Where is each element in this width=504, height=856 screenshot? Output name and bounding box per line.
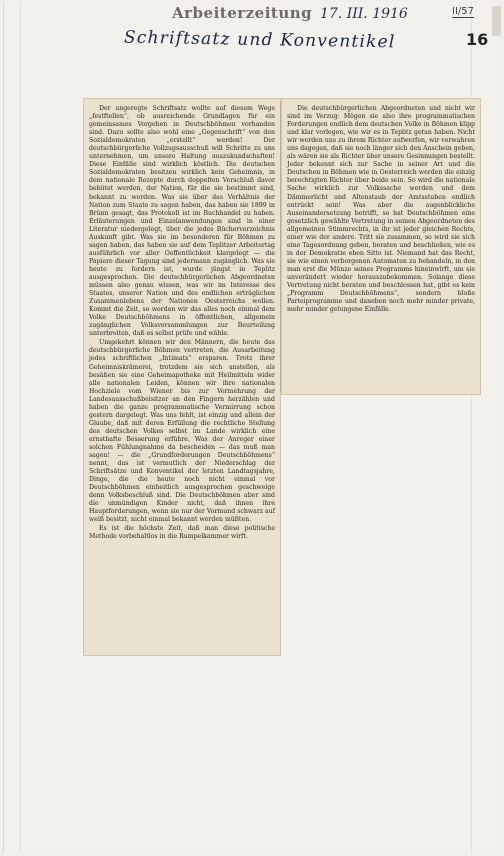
sheet-header (4, 2, 501, 62)
handwritten-title: Schriftsatz und Konventikel (123, 27, 396, 53)
newspaper-stamp: Arbeiterzeitung (172, 4, 313, 22)
archive-reference: II/57 (452, 6, 474, 17)
sheet-fold-line (20, 2, 21, 853)
handwritten-date: 17. III. 1916 (320, 6, 408, 22)
clipping-right-column (282, 99, 480, 394)
paragraph: Umgekehrt können wir den Männern, die heute das deutschbürgerliche Böhmen vertreten, die Ausarbeitung jedes schriftlichen „Intimats“ ersparen. Trotz ihrer Geheimniskrämerei, trotzdem sie sich anstellen, als besäßen sie eine Geheimapotheke mit Heilmitteln wider alle nationalen Leiden, können wir ihre nationalen Hochziele vom Wiener bis zur Vermehrung der Landesausschußbeisitzer an den Fingern herzählen und haben die ganze programmatische Vermirrung schon gestern dargelegt. Was uns fehlt, ist einzig und allein der Glaube, daß mit deren Erfüllung die rechtliche Stellung des deutschen Volkes selbst im Lande wirklich eine ernsthafte Besserung erführe. Was der Anreger einer solchen Fühlungnahme da bescheiden — das muß man sagen! — die „Grundforderungen Deutschböhmens“ nennt, das ist vermutlich der Niederschlag der Schriftsätze und Konventikel der letzten Landtagsjahre, Dinge, die die heute noch nicht einmal vor Deutschböhmen einheitlich ausgesprochen geschweige denn Volksbeschluß sind. Die Deutschböhmen aber sind die unmündigen Kinder nicht, daß ihnen ihre Hauptforderungen, wenn sie nur der Vormund schwarz auf weiß besitzt, nicht einmal bekannt werden müßten. (89, 339, 275, 524)
page-number: 16 (466, 30, 489, 49)
paragraph: Die deutschbürgerlichen Abgeordneten und nicht wir sind im Verzug: Mögen sie also ihre programmatischen Forderungen endlich dem deutschen Volke in Böhmen klipp und klar vorlegen, wie wir es in Teplitz getan haben. Nicht wir werden uns zu ihrem Richter aufwerfen, wir verwahren uns dagegen, daß sie noch länger sich den Anschein geben, als wären sie als Richter über unsere Gesinnungen bestellt. Jeder bekennt sich zur Sache in seiner Art und die Deutschen in Böhmen wie in Oesterreich werden die einzig berechtigten Richter über beide sein. So wird die nationale Sache wirklich zur Volkssache werden und dem Dämmerlicht und Altenstaub der Amtsstuben endlich entrückt sein! Was aber die augenblickliche Auseinandersetzung betrifft, so hat Deutschböhmen eine gesetzlich gewählte Vertretung in seinen Abgeordneten des allgemeinen Stimmrechts, in ihr ist jeder gleichen Rechts, einer wie der andere. Tritt sie zusammen, so wird sie sich eine Tagesordnung geben, beraten und beschließen, wie es in der Demokratie eben Sitte ist. Niemand hat das Recht, sie wie einen verborgenen Automaten zu behandeln, in den man erst die Münze seines Programms hineinwirft, um sie unverändert wieder herauszubekommen. Solange diese Vertretung nicht beraten und beschlossen hat, gibt es kein „Programm Deutschböhmens“, sondern bloße Parteiprogramme und daneben noch mehr minder private, mehr minder gelungene Einfälle. (287, 105, 475, 314)
corner-tab (492, 6, 501, 36)
column-divider (280, 102, 281, 392)
paragraph: Der angeregte Schriftsatz wollte auf diesem Wege „festftellen“, ob ausreichende Grundlagen für ein gemeinsames Vorgehen in Deutschböhmen vorhanden sind. Dazu sollte also wohl eine „Gegenschrift“ von den Sozialdemokraten „erstellt“ werden! Der deutschbürgerliche Vollzugsausschuß will Schritte zu uns unternehmen, um unsere Haltung auszukundschaften! Diese Einfälle sind wirklich köstlich. Die deutschen Sozialdemokraten besitzen wirklich kein Geheimnis, in dem nationale Rezepte durch doppelten Verschluß davor behütet werden, der Nation, für die sie bestimmt sind, bekannt zu werden. Was sie über das Verhältnis der Nation zum Staate zu sagen haben, das haben sie 1899 in Brünn gesagt, das Protokoll ist im Buchhandel zu haben. Erläuterungen und Einzelanwendungen sind in einer Literatur niedergelegt, über die jedes Bücherverzeichnis Auskunft gibt. Was sie im besonderen für Böhmen zu sagen haben, das haben sie auf dem Teplitzer Arbeitertag ausführlich vor aller Oeffentlichkeit klargelegt — die Papiere dieser Tagung sind jedermann zugänglich. Was sie heute zu fordern ist, wurde jüngst in Teplitz ausgesprochen. Die deutschbürgerlichen Abgeordneten müssen also genau wissen, was wir im Interesse des Staates, unserer Nation und des endlichen erträglichen Zusammenlebens der Nationen Oesterreichs wollen. Kommt die Zeit, so werden wir das alles noch einmal dem Volke Deutschböhmens in öffentlichen, allgemein zugänglichen Volksversammlungen zur Beurteilung unterbreiten, daß es selbst prüfe und wähle. (89, 105, 275, 338)
clipping-left-column (84, 99, 280, 655)
article-column-left (89, 105, 275, 542)
article-column-right (287, 105, 475, 314)
paragraph: Es ist die höchste Zeit, daß man diese politische Methode vorbehaltlos in die Rumpelkammer wirft. (89, 525, 275, 541)
archive-sheet (3, 2, 501, 853)
